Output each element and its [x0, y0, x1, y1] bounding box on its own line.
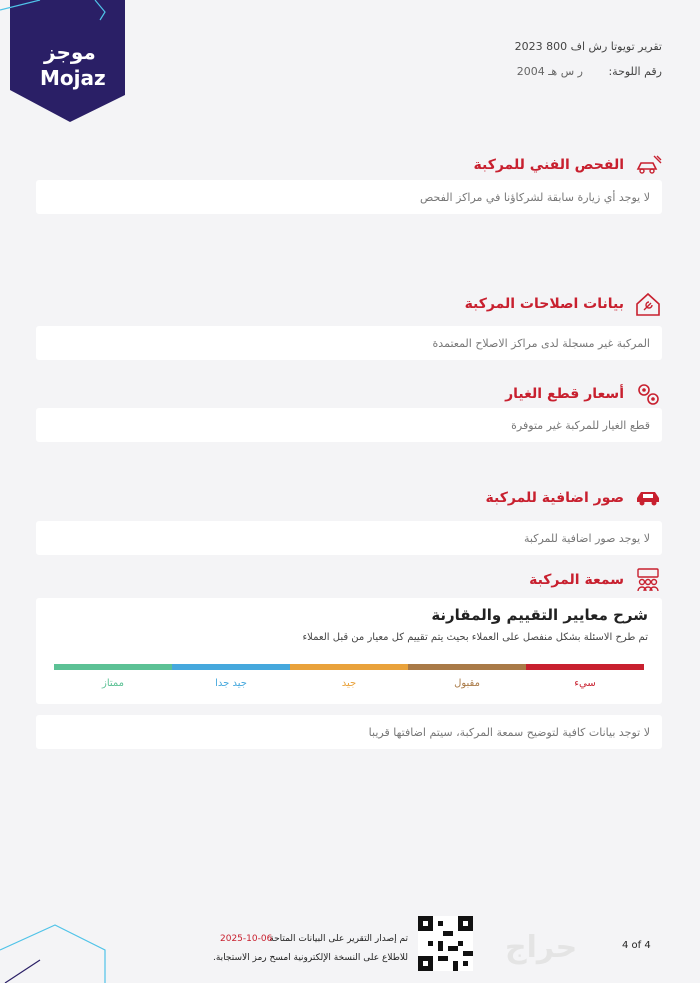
criteria-title: شرح معايير التقييم والمقارنة [431, 606, 648, 624]
logo-arabic: موجز [44, 40, 96, 64]
logo-english: Mojaz [40, 66, 106, 90]
section-inspection-header [474, 151, 663, 179]
house-wrench-icon [634, 290, 662, 318]
section-reputation-text: لا توجد بيانات كافية لتوضيح سمعة المركبة، سيتم اضافتها قريبا [368, 725, 650, 739]
section-inspection-text: لا يوجد أي زيارة سابقة لشركاؤنا في مراكز الفحص [420, 190, 650, 204]
watermark: حراج [505, 930, 578, 965]
section-photos-header [486, 484, 662, 512]
people-rating-icon [634, 566, 662, 594]
criteria-description: تم طرح الاسئلة بشكل منفصل على العملاء بحيث يتم تقييم كل معيار من قبل العملاء [302, 632, 648, 643]
scale-segment-acceptable [408, 664, 526, 670]
rating-scale-bar [54, 664, 644, 670]
section-repairs-header [465, 290, 662, 318]
section-reputation-title: سمعة المركبة [529, 572, 624, 588]
section-repairs-text: المركبة غير مسجلة لدى مراكز الاصلاح المعتمدة [432, 336, 650, 350]
section-parts-title: أسعار قطع الغيار [505, 386, 624, 402]
car-icon [634, 484, 662, 512]
corner-decoration [0, 920, 110, 983]
section-repairs-box [36, 326, 662, 360]
car-inspection-icon [634, 151, 662, 179]
section-repairs-title: بيانات اصلاحات المركبة [464, 296, 624, 312]
section-inspection-title: الفحص الفني للمركبة [473, 157, 624, 173]
section-photos-title: صور اضافية للمركبة [485, 490, 624, 506]
plate-value: ر س هـ 2004 [516, 65, 583, 78]
page-number: 4 of 4 [622, 940, 651, 951]
section-reputation-box [36, 715, 662, 749]
scale-segment-very-good [172, 664, 290, 670]
scale-label-good: جيد [341, 678, 357, 689]
qr-code[interactable] [418, 916, 473, 971]
scale-label-very-good: جيد جدا [215, 678, 247, 689]
mojaz-logo [0, 0, 135, 125]
footer-date: 2025-10-06 [220, 934, 273, 944]
report-header [505, 40, 662, 78]
plate-label: رقم اللوحة: [608, 65, 662, 78]
rating-scale-labels [54, 678, 644, 689]
scale-label-acceptable: مقبول [454, 678, 480, 689]
section-photos-box [36, 521, 662, 555]
section-parts-box [36, 408, 662, 442]
scale-segment-good [290, 664, 408, 670]
gears-icon [634, 380, 662, 408]
footer-scan-note: للاطلاع على النسخة الإلكترونية امسح رمز الاستجابة. [213, 953, 408, 963]
section-parts-header [505, 380, 662, 408]
section-parts-text: قطع الغيار للمركبة غير متوفرة [511, 418, 650, 432]
section-inspection-box [36, 180, 662, 214]
scale-segment-excellent [54, 664, 172, 670]
plate-info [505, 65, 662, 78]
section-reputation-header [529, 566, 662, 594]
report-title: تقرير تويوتا رش اف 800 2023 [514, 40, 662, 53]
section-photos-text: لا يوجد صور اضافية للمركبة [523, 531, 650, 545]
scale-segment-bad [526, 664, 644, 670]
criteria-card [36, 598, 662, 704]
scale-label-excellent: ممتاز [101, 678, 125, 689]
footer-issued-text: تم إصدار التقرير على البيانات المتاحة [269, 934, 408, 944]
scale-label-bad: سيء [574, 678, 596, 689]
